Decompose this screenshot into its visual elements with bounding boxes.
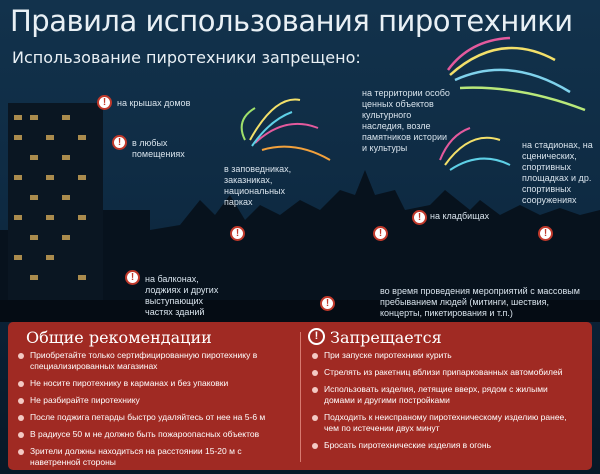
exclamation-warning-icon: !	[125, 270, 140, 285]
list-item: После поджига петарды быстро удаляйтесь от нее на 5-6 м	[16, 412, 286, 423]
apartment-building	[8, 103, 103, 322]
firework-small	[242, 100, 330, 161]
list-item: Приобретайте только сертифицированную пиротехнику в специализированных магазинах	[16, 350, 286, 372]
exclamation-circle-icon: !	[308, 328, 325, 345]
exclamation-warning-icon: !	[412, 210, 427, 225]
general-list	[16, 350, 286, 474]
prohibited-list	[310, 350, 580, 457]
list-item: Использовать изделия, летящие вверх, рядом с жилыми домами и другими постройками	[310, 384, 580, 406]
label-cemeteries: на кладбищах	[430, 211, 490, 221]
label-reserves: в заповедниках, заказниках, национальных парках	[224, 164, 292, 207]
exclamation-warning-icon: !	[373, 226, 388, 241]
exclamation-warning-icon: !	[230, 226, 245, 241]
general-heading: Общие рекомендации	[26, 328, 212, 347]
label-roofs: на крышах домов	[117, 98, 191, 108]
list-item: Не носите пиротехнику в карманах и без упаковки	[16, 378, 286, 389]
recommendations-panel	[8, 322, 592, 470]
list-item: Не разбирайте пиротехнику	[16, 395, 286, 406]
list-item: Подходить к неиспраному пиротехническому изделию ранее, чем по истечении двух минут	[310, 412, 580, 434]
list-item: Стрелять из ракетниц вблизи припаркованных автомобилей	[310, 367, 580, 378]
exclamation-warning-icon: !	[320, 296, 335, 311]
list-item: Бросать пиротехнические изделия в огонь	[310, 440, 580, 451]
list-item: Зрители должны находиться на расстоянии 15-20 м с наветренной стороны	[16, 446, 286, 468]
panel-divider	[300, 332, 301, 462]
page-subtitle: Использование пиротехники запрещено:	[12, 48, 361, 67]
firework-large	[448, 38, 585, 110]
label-events: во время проведения мероприятий с массовым пребыванием людей (митинги, шествия, концерты, пикетирования и т.п.)	[380, 286, 580, 318]
label-balconies: на балконах, лоджиях и других выступающих частях зданий	[145, 274, 219, 317]
page-title: Правила использования пиротехники	[10, 4, 573, 38]
exclamation-warning-icon: !	[112, 135, 127, 150]
label-heritage: на территории особо ценных объектов культурного наследия, возле памятников истории и культуры	[362, 88, 450, 153]
prohibited-heading: Запрещается	[330, 328, 442, 347]
exclamation-warning-icon: !	[97, 95, 112, 110]
list-item: При запуске пиротехники курить	[310, 350, 580, 361]
label-stadiums: на стадионах, на сценических, спортивных площадках и др. спортивных сооружениях	[522, 140, 593, 205]
label-rooms: в любых помещениях	[132, 138, 185, 159]
exclamation-warning-icon: !	[538, 226, 553, 241]
list-item: В радиусе 50 м не должно быть пожароопасных объектов	[16, 429, 286, 440]
